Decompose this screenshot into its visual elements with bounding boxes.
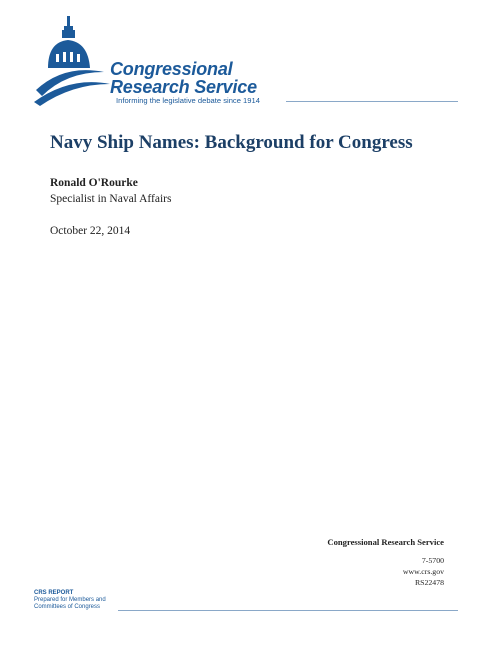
tagline-divider: [286, 101, 458, 102]
author-role: Specialist in Naval Affairs: [50, 193, 172, 205]
tagline: Informing the legislative debate since 1914: [116, 96, 260, 105]
footer-line2: Committees of Congress: [34, 604, 101, 610]
info-block: [327, 536, 444, 588]
author-name: Ronald O'Rourke: [50, 177, 138, 189]
info-report-number: RS22478: [414, 578, 444, 587]
footer-line1: Prepared for Members and: [34, 597, 106, 603]
info-phone: 7-5700: [421, 556, 444, 565]
capitol-dome-icon: [34, 16, 114, 106]
report-title: Navy Ship Names: Background for Congress: [50, 132, 413, 153]
org-name-line1: Congressional: [110, 59, 233, 79]
info-org: Congressional Research Service: [327, 537, 444, 547]
info-website: www.crs.gov: [402, 567, 444, 576]
footer-divider: [118, 610, 458, 611]
report-date: October 22, 2014: [50, 225, 131, 237]
org-name-line2: Research Service: [110, 77, 257, 97]
footer: [34, 590, 106, 611]
footer-label: CRS REPORT: [34, 590, 74, 596]
crs-logo: [34, 16, 464, 108]
